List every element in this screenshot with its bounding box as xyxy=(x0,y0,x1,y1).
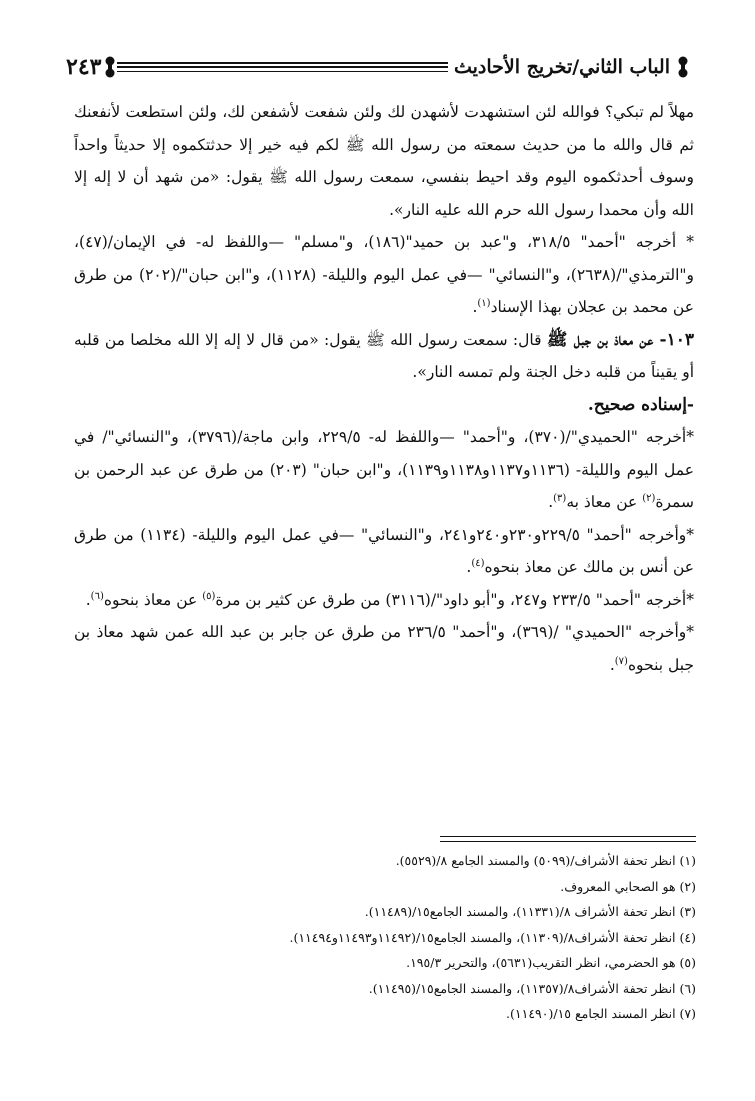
footnote-6: (٦) انظر تحفة الأشراف٨/(١١٣٥٧)، والمسند الجامع١٥/(١١٤٩٥). xyxy=(368,980,696,996)
takhrij-5-text: *وأخرجه "الحميدي" /(٣٦٩)، و"أحمد" ٢٣٦/٥ من طرق عن جابر بن عبد الله عمن شهد معاذ بن جبل بنحوه xyxy=(74,623,695,674)
takhrij-1-text: * أخرجه "أحمد" ٣١٨/٥، و"عبد بن حميد"(١٨٦)، و"مسلم" —واللفظ له- في الإيمان/(٤٧)، و"الترمذي"/(٢٦٣٨)، و"النسائي" —في عمل اليوم والليلة- (١١٢٨)، و"ابن حبان"/(٢٠٢) من طرق عن محمد بن عجلان بهذا الإسناد xyxy=(74,233,694,316)
footnote-ref-3: (٣) xyxy=(553,492,567,504)
takhrij-3-end: . xyxy=(466,558,472,576)
footnote-2: (٢) هو الصحابي المعروف. xyxy=(560,878,696,894)
page-number: ٢٤٣ xyxy=(66,54,102,80)
paragraph-takhrij-4 xyxy=(74,584,694,617)
main-text xyxy=(74,96,694,681)
paragraph-takhrij-2 xyxy=(74,421,694,519)
takhrij-2-end: . xyxy=(548,493,554,511)
takhrij-2-text: *أخرجه "الحميدي"/(٣٧٠)، و"أحمد" —واللفظ له- ٢٢٩/٥، وابن ماجة/(٣٧٩٦)، و"النسائي"/ في عمل اليوم والليلة- (١١٣٦و١١٣٧و١١٣٨و١١٣٩)، و"ابن حبان" (٢٠٣) من طرق عن عبد الرحمن بن سمرة xyxy=(74,428,694,511)
header-rule xyxy=(117,62,448,72)
footnote-ref-5: (٥) xyxy=(202,590,216,602)
hadith-title: ١٠٣- عن معاذ بن جبل ﷺ xyxy=(546,329,694,350)
paragraph-takhrij-1: * أخرجه "أحمد" ٣١٨/٥، و"عبد بن حميد"(١٨٦)، و"مسلم" —واللفظ له- في الإيمان/(٤٧)، و"الترمذي"/(٢٦٣٨)، و"النسائي" —في عمل اليوم والليلة- (١١٢٨)، و"ابن حبان"/(٢٠٢) من طرق عن محمد بن عجلان بهذا الإسناد$^{(١)}$. xyxy=(74,233,694,316)
takhrij-4-end: . xyxy=(85,590,91,609)
footnote-4: (٤) انظر تحفة الأشراف٨/(١١٣٠٩)، والمسند الجامع١٥/(١١٤٩٢و١١٤٩٣و١١٤٩٤). xyxy=(289,929,696,945)
footnote-5: (٥) هو الحضرمي، انظر التقريب(٥٦٣١)، والتحرير ١٩٥/٣. xyxy=(406,955,696,970)
paragraph-hadith-continuation: مهلاً لم تبكي؟ فوالله لئن استشهدت لأشهدن لك ولئن شفعت لأشفعن لك، ولئن استطعت لأنفعنك ثم قال والله ما من حديث سمعته من رسول الله ﷺ لكم فيه خير إلا حدثتكموه إلا حديثاً واحداً وسوف أحدثكموه اليوم وقد احيط بنفسي، سمعت رسول الله ﷺ يقول: «من شهد أن لا إله إلا الله وأن محمدا رسول الله حرم الله عليه النار». xyxy=(74,103,694,219)
footnote-1: (١) انظر تحفة الأشراف/(٥٠٩٩) والمسند الجامع ٨/(٥٥٢٩). xyxy=(395,853,696,868)
footnote-separator xyxy=(440,836,696,842)
takhrij-3-text: *وأخرجه "أحمد" ٢٢٩/٥و٢٣٠و٢٤٠و٢٤١، و"النسائي" —في عمل اليوم والليلة- (١١٣٤) من طرق عن أنس بن مالك عن معاذ بنحوه xyxy=(74,525,695,576)
footnote-ref-2: (٢) xyxy=(642,492,656,504)
paragraph-takhrij-3 xyxy=(74,519,694,584)
footnote-ref-7: (٧) xyxy=(614,655,628,667)
paragraph-hadith-103 xyxy=(74,324,694,389)
takhrij-2-mid: عن معاذ به xyxy=(566,493,643,511)
footnote-3: (٣) انظر تحفة الأشراف ٨/(١١٣٣١)، والمسند الجامع١٥/(١١٤٨٩). xyxy=(364,904,696,919)
ornament-right-icon xyxy=(676,55,690,79)
takhrij-5-end: . xyxy=(609,655,615,674)
chapter-title: الباب الثاني/تخريج الأحاديث xyxy=(453,56,670,78)
takhrij-4-text: *أخرجه "أحمد" ٢٣٣/٥ و٢٤٧، و"أبو داود"/(٣١١٦) من طرق عن كثير بن مرة xyxy=(215,590,694,609)
footnote-ref-4: (٤) xyxy=(471,557,485,569)
footnote-7: (٧) انظر المسند الجامع ١٥/(١١٤٩٠). xyxy=(506,1006,696,1021)
takhrij-4-mid: عن معاذ بنحوه xyxy=(103,590,203,609)
hadith-text: قال: سمعت رسول الله ﷺ يقول: «من قال لا إله إلا الله مخلصا من قلبه أو يقيناً من قلبه دخل الجنة ولم تمسه النار». xyxy=(74,330,694,381)
footnote-ref-1: (١) xyxy=(477,297,491,309)
footnote-ref-6: (٦) xyxy=(90,590,104,602)
ornament-left-icon xyxy=(103,55,117,79)
running-header xyxy=(60,50,690,84)
paragraph-takhrij-5 xyxy=(74,616,694,681)
isnad-heading: -إسناده صحيح. xyxy=(587,394,694,415)
footnotes xyxy=(74,848,696,1027)
